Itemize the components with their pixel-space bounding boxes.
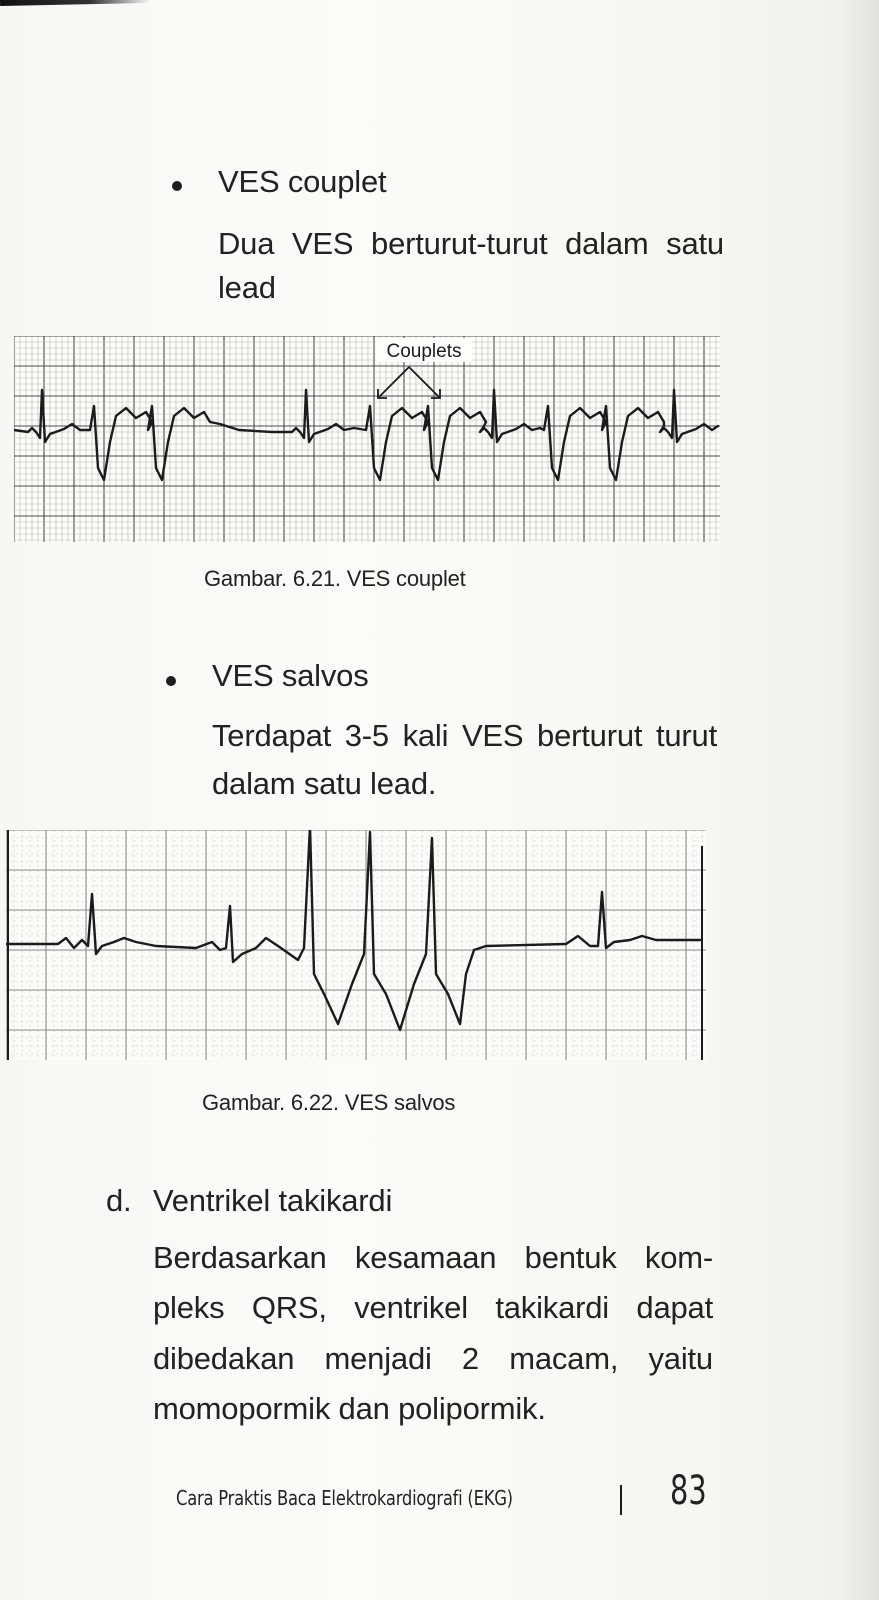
word: yaitu <box>648 1341 713 1376</box>
vt-body-line-2 <box>153 1290 713 1326</box>
word: macam, <box>509 1341 619 1376</box>
word: VES <box>461 718 524 753</box>
word: dapat <box>636 1290 713 1325</box>
page-shadow <box>839 0 879 1600</box>
word: kom- <box>644 1240 713 1275</box>
word: 3-5 <box>344 718 389 753</box>
word: berturut <box>537 718 643 753</box>
word: berturut-turut <box>371 226 548 261</box>
word: takikardi <box>495 1290 609 1325</box>
footer-book-title: Cara Praktis Baca Elektrokardiografi (EKG) <box>176 1486 513 1510</box>
salvos-title: VES salvos <box>212 658 369 693</box>
word: Berdasarkan <box>153 1240 327 1275</box>
word: Dua <box>218 226 275 261</box>
salvos-description-line-2: dalam satu lead. <box>212 766 437 801</box>
word: dibedakan <box>153 1341 295 1376</box>
ecg-strip-salvos <box>6 830 706 1060</box>
word: 2 <box>461 1341 479 1376</box>
figure-caption-6-22: Gambar. 6.22. VES salvos <box>202 1090 456 1115</box>
word: satu <box>666 226 724 261</box>
word: kesamaan <box>354 1240 497 1275</box>
ecg-paper <box>6 830 706 1060</box>
word: ventrikel <box>354 1290 468 1325</box>
bullet-dot <box>166 676 176 686</box>
couplet-description-line-2: lead <box>218 270 276 305</box>
word: VES <box>291 226 354 261</box>
word: bentuk <box>524 1240 617 1275</box>
word: dalam <box>565 226 649 261</box>
corner-mark <box>0 0 150 6</box>
word: pleks <box>153 1290 225 1325</box>
couplet-title: VES couplet <box>218 164 387 199</box>
vt-title: Ventrikel takikardi <box>153 1183 393 1218</box>
figure-caption-6-21: Gambar. 6.21. VES couplet <box>204 566 466 591</box>
word: menjadi <box>324 1341 432 1376</box>
bullet-dot <box>172 181 182 191</box>
page-number: 83 <box>670 1468 707 1514</box>
section-marker-d: d. <box>106 1183 132 1218</box>
couplet-description-line-1 <box>218 226 724 262</box>
vt-body-line-1 <box>153 1240 713 1276</box>
salvos-description-line-1 <box>212 718 717 754</box>
word: Terdapat <box>212 718 332 753</box>
word: kali <box>402 718 449 753</box>
vt-body-line-3 <box>153 1341 713 1377</box>
footer-separator <box>620 1485 622 1515</box>
vt-body-line-4: momopormik dan polipormik. <box>153 1391 546 1426</box>
word: turut <box>655 718 717 753</box>
couplets-label: Couplets <box>386 341 462 362</box>
word: QRS, <box>251 1290 327 1325</box>
ecg-strip-couplet <box>14 336 720 542</box>
